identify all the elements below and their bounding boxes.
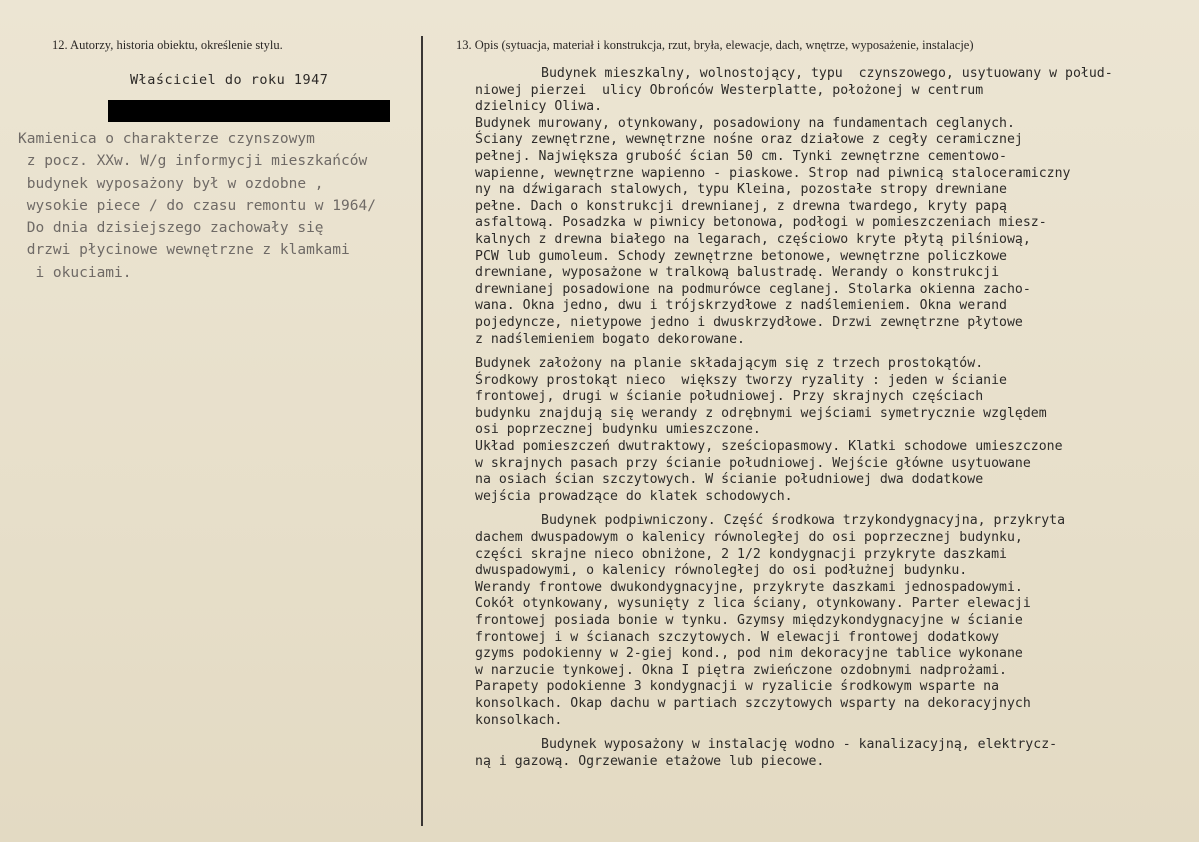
description-line: Środkowy prostokąt nieco większy tworzy ryzality : jeden w ścianie [475,372,1007,388]
owner-until-1947: Właściciel do roku 1947 [130,72,329,88]
description-line: w narzucie tynkowej. Okna I piętra zwieńczone ozdobnymi nadprożami. [475,662,1007,678]
description-line: Cokół otynkowany, wysunięty z lica ściany, otynkowany. Parter elewacji [475,596,1031,612]
handwritten-history-notes [18,128,418,284]
description-line: Budynek założony na planie składającym się z trzech prostokątów. [475,356,984,372]
description-line: wejścia prowadzące do klatek schodowych. [475,488,793,504]
description-paragraph [475,356,1185,505]
description-line: Werandy frontowe dwukondygnacyjne, przykryte daszkami jednospadowymi. [475,579,1023,595]
description-line: dwuspadowymi, o kalenicy równoległej do osi podłużnej budynku. [475,563,968,579]
description-line: drewnianej posadowione na podmurówce ceglanej. Stolarka okienna zacho- [475,281,1031,297]
description-line: Budynek murowany, otynkowany, posadowiony na fundamentach ceglanych. [475,115,1015,131]
description-line: Budynek podpiwniczony. Część środkowa trzykondygnacyjna, przykryta [541,513,1066,529]
description-line: konsolkach. [475,712,563,728]
description-line: drewniane, wyposażone w tralkową balustradę. Werandy o konstrukcji [475,265,1000,281]
description-line: frontowej posiada bonie w tynku. Gzymsy międzykondygnacyjne w ścianie [475,613,1023,628]
history-note-line: wysokie piece / do czasu remontu w 1964/ [18,197,376,214]
description-line: PCW lub gumoleum. Schody zewnętrzne betonowe, wewnętrzne policzkowe [475,248,1007,264]
description-line: części skrajne nieco obniżone, 2 1/2 kondygnacji przykryte daszkami [475,546,1007,562]
description-line: konsolkach. Okap dachu w partiach szczytowych wsparty na dekoracyjnych [475,695,1031,711]
description-line: Budynek mieszkalny, wolnostojący, typu czynszowego, usytuowany w połud- [541,66,1113,81]
history-note-line: budynek wyposażony był w ozdobne , [18,175,324,192]
description-line: na osiach ścian szczytowych. W ścianie południowej dwa dodatkowe [475,472,984,488]
redacted-owner-name [108,100,390,122]
description-line: ną i gazową. Ogrzewanie etażowe lub piecowe. [475,753,825,769]
description-line: niowej pierzei ulicy Obrońców Westerplatte, położonej w centrum [475,82,984,98]
description-paragraph [475,737,1185,770]
column-divider [421,36,423,826]
description-line: budynku znajdują się werandy z odrębnymi wejściami symetrycznie względem [475,405,1047,421]
description-paragraph [475,513,1185,729]
description-line: Parapety podokienne 3 kondygnacji w ryzalicie środkowym wsparte na [475,679,1000,695]
description-line: wapienne, wewnętrzne wapienno - piaskowe. Strop nad piwnicą staloceramiczny [475,165,1071,181]
description-paragraph [475,66,1185,348]
description-line: asfaltową. Posadzka w piwnicy betonowa, podłogi w pomieszczeniach miesz- [475,215,1047,231]
field-12-heading: 12. Autorzy, historia obiektu, określenie stylu. [52,38,283,52]
building-description [475,66,1185,770]
description-line: dachem dwuspadowym o kalenicy równoległej do osi poprzecznej budynku, [475,530,1023,546]
description-line: Ściany zewnętrzne, wewnętrzne nośne oraz działowe z cegły ceramicznej [475,132,1023,148]
field-13-heading: 13. Opis (sytuacja, materiał i konstrukcja, rzut, bryła, elewacje, dach, wnętrze, wyposażenie, instalacje) [456,38,974,52]
description-line: Budynek wyposażony w instalację wodno - kanalizacyjną, elektrycz- [541,737,1058,753]
description-line: gzyms podokienny w 2-giej kond., pod nim dekoracyjne tablice wykonane [475,646,1023,662]
history-note-line: drzwi płycinowe wewnętrzne z klamkami [18,242,350,259]
history-note-line: i okuciami. [18,264,132,281]
description-line: z nadślemieniem bogato dekorowane. [475,331,745,347]
description-line: kalnych z drewna białego na legarach, częściowo kryte płytą pilśniową, [475,231,1031,247]
history-note-line: Kamienica o charakterze czynszowym [18,131,315,147]
description-line: ny na dźwigarach stalowych, typu Kleina, pozostałe stropy drewniane [475,182,1007,198]
description-line: Układ pomieszczeń dwutraktowy, sześciopasmowy. Klatki schodowe umieszczone [475,439,1063,455]
description-line: w skrajnych pasach przy ścianie południowej. Wejście główne usytuowane [475,455,1031,471]
description-line: osi poprzecznej budynku umieszczone. [475,422,761,438]
description-line: pełne. Dach o konstrukcji drewnianej, z drewna twardego, kryty papą [475,198,1007,214]
history-note-line: z pocz. XXw. W/g informycji mieszkańców [18,153,368,170]
description-line: wana. Okna jedno, dwu i trójskrzydłowe z nadślemieniem. Okna werand [475,298,1007,314]
history-note-line: Do dnia dzisiejszego zachowały się [18,220,324,237]
description-line: dzielnicy Oliwa. [475,99,603,115]
description-line: pojedyncze, nietypowe jedno i dwuskrzydłowe. Drzwi zewnętrzne płytowe [475,314,1023,330]
description-line: frontowej, drugi w ścianie południowej. Przy skrajnych częściach [475,389,984,405]
description-line: pełnej. Największa grubość ścian 50 cm. Tynki zewnętrzne cementowo- [475,148,1007,164]
description-line: frontowej i w ścianach szczytowych. W elewacji frontowej dodatkowy [475,629,1000,645]
